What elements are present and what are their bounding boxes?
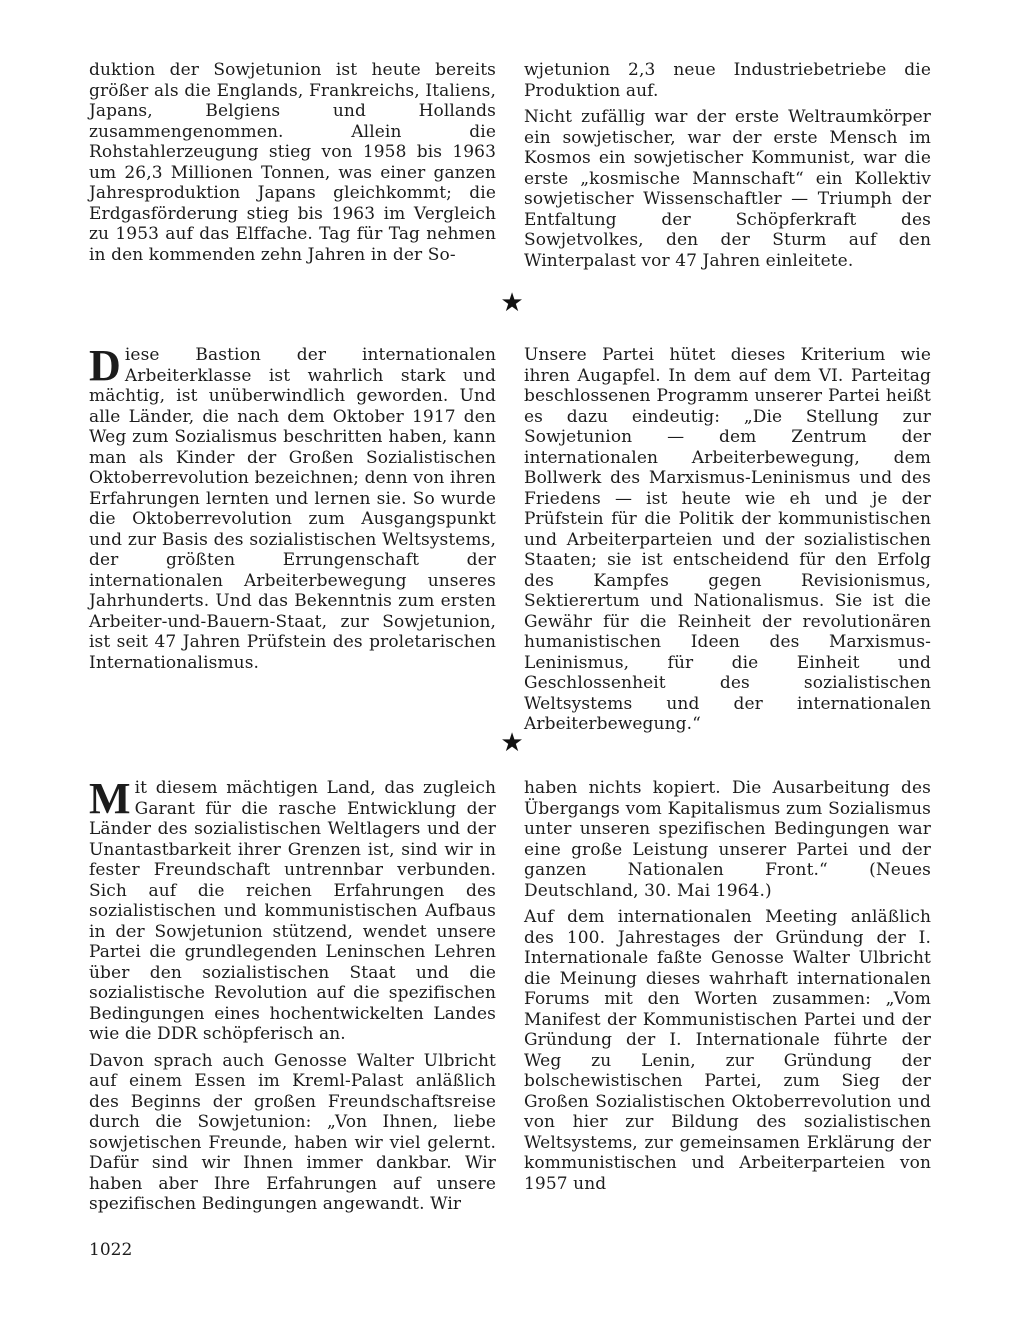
section3-right-paragraph-1: haben nichts kopiert. Die Ausarbeitung des Übergangs vom Kapitalismus zum Sozialismus unter unseren spezifischen Bedingungen war eine große Leistung unserer Partei und der ganzen Nationalen Front.“ (Neues Deutschland, 30. Mai 1964.)	[524, 778, 931, 901]
section1-left-column	[89, 60, 496, 265]
section3-right-column	[524, 778, 931, 1194]
section3-left-paragraph-1	[89, 774, 496, 1045]
section1-left-paragraph: duktion der Sowjetunion ist heute bereits größer als die Englands, Frankreichs, Italiens, Japans, Belgiens und Hollands zusammengenommen. Allein die Rohstahlerzeugung stieg von 1958 bis 1963 um 26,3 Millionen Tonnen, was einer ganzen Jahresproduktion Japans gleichkommt; die Erdgasförderung stieg bis 1963 im Vergleich zu 1953 auf das Elffache. Tag für Tag nehmen in den kommenden zehn Jahren in der So-	[89, 60, 496, 265]
section1-right-paragraph-2: Nicht zufällig war der erste Weltraumkörper ein sowjetischer, war der erste Mensch im Kosmos ein sowjetischer Kommunist, war die erste „kosmische Mannschaft“ ein Kollektiv sowjetischer Wissenschaftler — Triumph der Entfaltung der Schöpferkraft des Sowjetvolkes, den der Sturm auf den Winterpalast vor 47 Jahren einleitete.	[524, 107, 931, 271]
section2-left-paragraph	[89, 341, 496, 673]
section1-right-paragraph-1: wjetunion 2,3 neue Industriebetriebe die Produktion auf.	[524, 60, 931, 101]
section3-left-paragraph-2: Davon sprach auch Genosse Walter Ulbricht auf einem Essen im Kreml-Palast anläßlich des Beginns der großen Freundschaftsreise durch die Sowjetunion: „Von Ihnen, liebe sowjetischen Freunde, haben wir viel gelernt. Dafür sind wir Ihnen immer dankbar. Wir haben aber Ihre Erfahrungen auf unsere spezifischen Bedingungen angewandt. Wir	[89, 1050, 496, 1214]
section2-right-paragraph: Unsere Partei hütet dieses Kriterium wie ihren Augapfel. In dem auf dem VI. Parteitag beschlossenen Programm unserer Partei heißt es dazu eindeutig: „Die Stellung zur Sowjetunion — dem Zentrum der internationalen Arbeiterbewegung, dem Bollwerk des Marxismus-Leninismus und des Friedens — ist heute wie eh und je der Prüfstein für die Politik der kommunistischen und Arbeiterparteien und der sozialistischen Staaten; sie ist entscheidend für den Erfolg des Kampfes gegen Revisionismus, Sektierertum und Nationalismus. Sie ist die Gewähr für die Reinheit der revolutionären humanistischen Ideen des Marxismus-Leninismus, für die Einheit und Geschlossenheit des sozialistischen Weltsystems und der internationalen Arbeiterbewegung.“	[524, 345, 931, 734]
section1-right-column	[524, 60, 931, 271]
section2-right-column	[524, 345, 931, 735]
section-divider-star-1: ★	[500, 288, 524, 318]
section2-left-text: iese Bastion der internationalen Arbeiterklasse ist wahrlich stark und mächtig, ist unüberwindlich geworden. Und alle Länder, die nach dem Oktober 1917 den Weg zum Sozialismus beschritten haben, kann man als Kinder der Großen Sozialistischen Oktoberrevolution bezeichnen; denn von ihren Erfahrungen lernten und lernen sie. So wurde die Oktoberrevolution zum Ausgangspunkt und zur Basis des sozialistischen Weltsystems, der größten Errungenschaft der internationalen Arbeiterbewegung unseres Jahrhunderts. Und das Bekenntnis zum ersten Arbeiter-und-Bauern-Staat, zur Sowjetunion, ist seit 47 Jahren Prüfstein des proletarischen Internationalismus.	[89, 345, 496, 673]
section2-left-column	[89, 341, 496, 673]
section3-right-paragraph-2: Auf dem internationalen Meeting anläßlich des 100. Jahrestages der Gründung der I. Internationale faßte Genosse Walter Ulbricht die Meinung dieses wahrhaft internationalen Forums mit den Worten zusammen: „Vom Manifest der Kommunistischen Partei und der Gründung der I. Internationale führte der Weg zu Lenin, zur Gründung der bolschewistischen Partei, zum Sieg der Großen Sozialistischen Oktoberrevolution und von hier zur Bildung des sozialistischen Weltsystems, zur gemeinsamen Erklärung der kommunistischen und Arbeiterparteien von 1957 und	[524, 907, 931, 1194]
page-number: 1022	[89, 1240, 133, 1260]
section3-left-text-1: it diesem mächtigen Land, das zugleich Garant für die rasche Entwicklung der Länder des sozialistischen Weltlagers und der Unantastbarkeit ihrer Grenzen ist, sind wir in fester Freundschaft untrennbar verbunden. Sich auf die reichen Erfahrungen des sozialistischen und kommunistischen Aufbaus in der Sowjetunion stützend, wendet unsere Partei die grundlegenden Leninschen Lehren über den sozialistischen Staat und die sozialistische Revolution auf die spezifischen Bedingungen eines hochentwickelten Landes wie die DDR schöpferisch an.	[89, 778, 496, 1044]
section-divider-star-2: ★	[500, 728, 524, 758]
drop-cap-m: M	[89, 774, 131, 823]
drop-cap-d: D	[89, 341, 121, 390]
section3-left-column	[89, 774, 496, 1215]
